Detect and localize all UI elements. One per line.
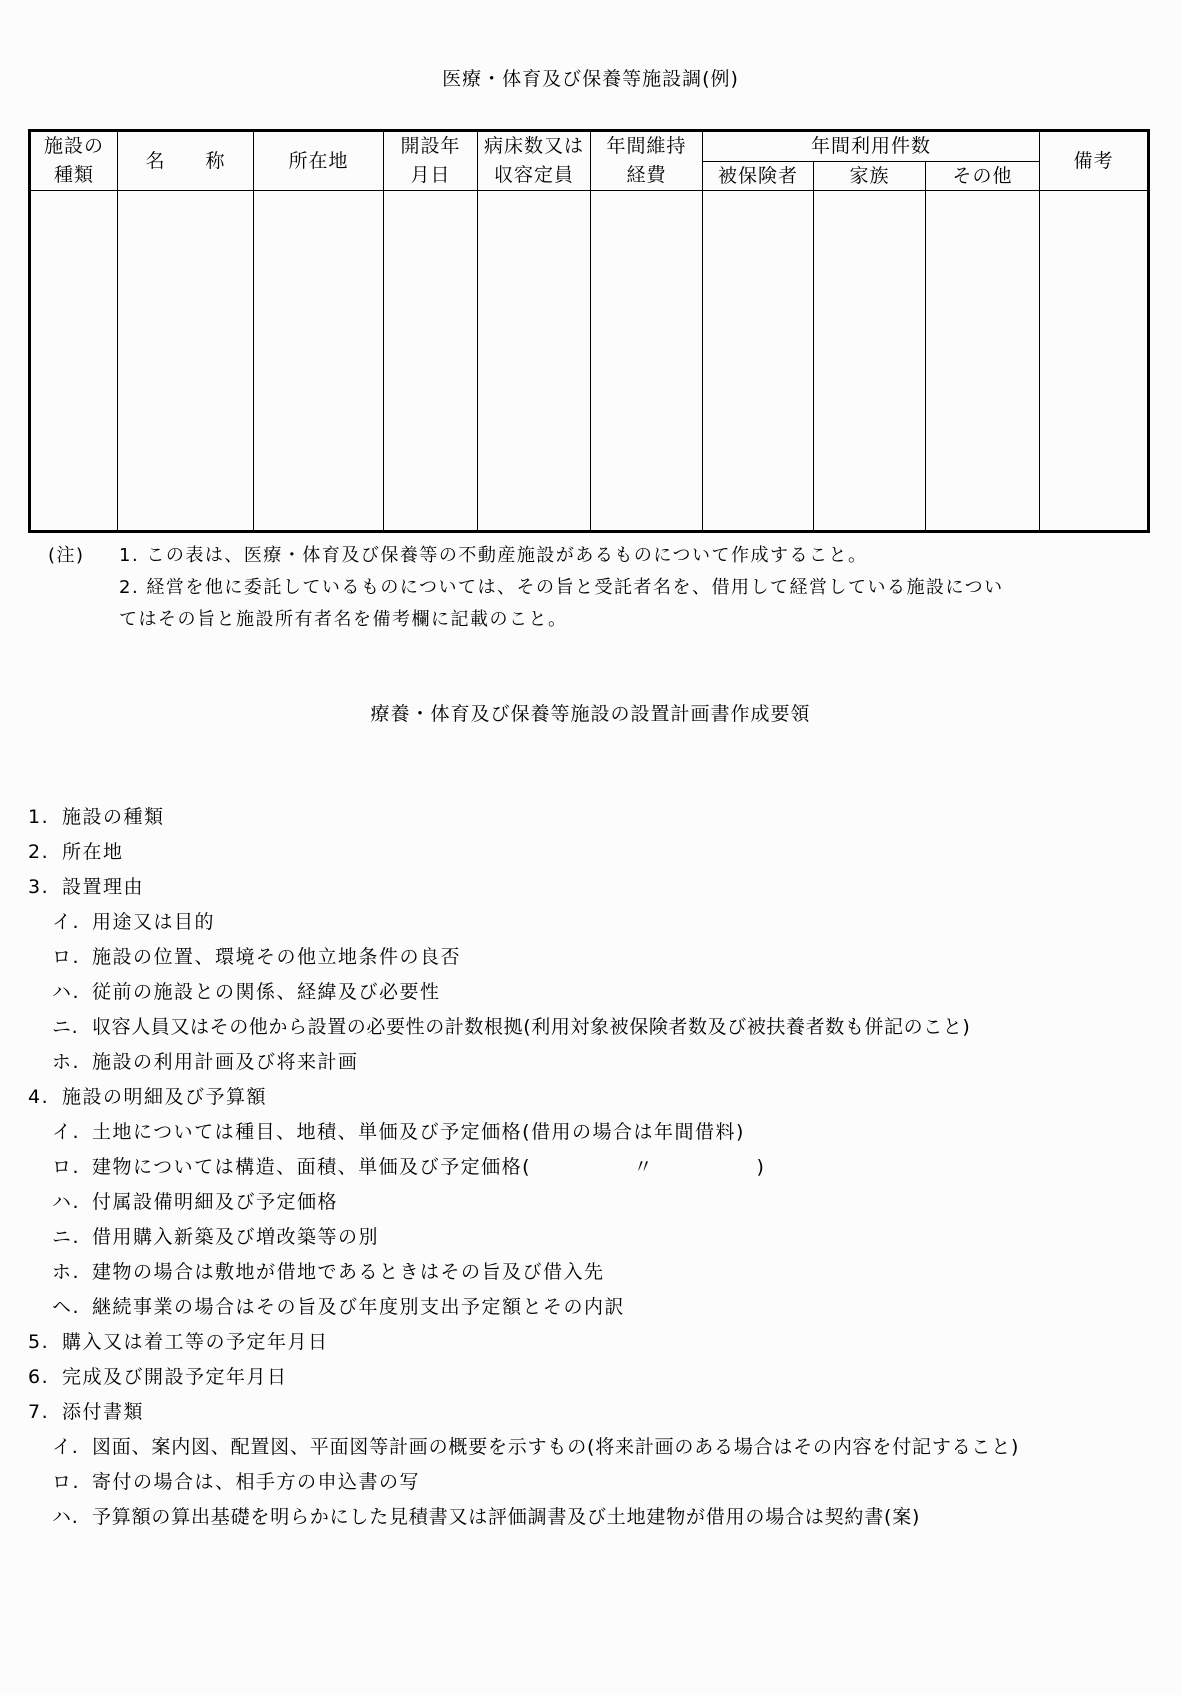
- list-subitem: [52, 1185, 338, 1220]
- item-marker: ロ.: [52, 1156, 81, 1178]
- list-item: [28, 1325, 329, 1360]
- header-remarks: 備考: [1073, 149, 1114, 172]
- list-subitem: [52, 975, 441, 1010]
- list-subitem: [52, 1255, 605, 1290]
- column-divider: [925, 161, 926, 530]
- header-text: 収容定員: [493, 164, 574, 186]
- item-marker: ロ.: [52, 1471, 81, 1493]
- item-text: 継続事業の場合はその旨及び年度別支出予定額とその内訳: [92, 1296, 626, 1318]
- column-divider: [1039, 132, 1040, 530]
- header-text: 経費: [626, 164, 667, 186]
- list-subitem: [52, 1150, 765, 1185]
- note-label: (注): [48, 545, 85, 566]
- item-marker: イ.: [52, 1121, 81, 1143]
- item-text: 借用購入新築及び増改築等の別: [92, 1226, 380, 1248]
- item-text: 用途又は目的: [92, 911, 216, 933]
- item-text: 予算額の算出基礎を明らかにした見積書又は評価調書及び土地建物が借用の場合は契約書(案): [92, 1506, 921, 1528]
- item-text: 設置理由: [62, 876, 145, 898]
- list-subitem: [52, 1500, 920, 1535]
- note-item: 2. 経営を他に委託しているものについては、その旨と受託者名を、借用して経営している施設につい: [119, 577, 1004, 598]
- header-text: 病床数又は: [483, 135, 584, 157]
- header-annual-usage: 年間利用件数: [810, 135, 931, 157]
- item-text: 添付書類: [62, 1401, 145, 1423]
- list-item: [28, 1395, 144, 1430]
- item-text: 土地については種目、地積、単価及び予定価格(借用の場合は年間借料): [92, 1121, 745, 1143]
- item-marker: 6.: [28, 1366, 50, 1388]
- header-text: 施設の: [43, 135, 104, 157]
- item-marker: ニ.: [52, 1016, 79, 1038]
- list-subitem: [52, 1290, 625, 1325]
- plan-guideline-title: 療養・体育及び保養等施設の設置計画書作成要領: [370, 703, 811, 725]
- list-subitem: [52, 940, 461, 975]
- item-text: 施設の明細及び予算額: [62, 1086, 268, 1108]
- item-text: 建物については構造、面積、単価及び予定価格( 〃 ): [92, 1156, 766, 1178]
- item-marker: 1.: [28, 806, 50, 828]
- column-divider: [477, 132, 478, 530]
- item-marker: 2.: [28, 841, 50, 863]
- item-text: 購入又は着工等の予定年月日: [62, 1331, 329, 1353]
- header-location: 所在地: [288, 149, 349, 172]
- item-marker: 3.: [28, 876, 50, 898]
- item-text: 寄付の場合は、相手方の申込書の写: [92, 1471, 421, 1493]
- item-marker: イ.: [52, 1436, 79, 1458]
- list-subitem: [52, 1465, 420, 1500]
- column-divider: [590, 132, 591, 530]
- item-marker: 7.: [28, 1401, 50, 1423]
- header-annual-maintenance: [591, 132, 702, 190]
- item-marker: 4.: [28, 1086, 50, 1108]
- item-marker: 5.: [28, 1331, 50, 1353]
- list-subitem: [52, 1045, 359, 1080]
- list-subitem: [52, 1430, 1019, 1465]
- list-subitem: [52, 1220, 379, 1255]
- item-marker: ヘ.: [52, 1296, 81, 1318]
- header-insured: 被保険者: [717, 164, 798, 187]
- list-item: [28, 835, 124, 870]
- column-divider: [117, 132, 118, 530]
- header-text: 開設年: [400, 135, 461, 157]
- header-text: 月日: [410, 164, 451, 186]
- header-text: 種類: [53, 164, 94, 186]
- note-item: てはその旨と施設所有者名を備考欄に記載のこと。: [119, 609, 568, 630]
- header-beds-capacity: [478, 132, 590, 190]
- item-marker: ロ.: [52, 946, 81, 968]
- item-marker: ハ.: [52, 1191, 81, 1213]
- column-divider: [253, 132, 254, 530]
- header-opening-date: [384, 132, 477, 190]
- header-facility-type: [31, 132, 117, 190]
- item-text: 完成及び開設予定年月日: [62, 1366, 288, 1388]
- list-item: [28, 870, 144, 905]
- note-body: [119, 540, 1004, 636]
- item-marker: イ.: [52, 911, 81, 933]
- item-text: 所在地: [62, 841, 124, 863]
- list-subitem: [52, 1010, 970, 1045]
- item-text: 施設の利用計画及び将来計画: [92, 1051, 359, 1073]
- column-divider: [383, 132, 384, 530]
- item-text: 建物の場合は敷地が借地であるときはその旨及び借入先: [92, 1261, 605, 1283]
- item-marker: ハ.: [52, 1506, 79, 1528]
- facility-survey-table: [28, 129, 1150, 533]
- header-text: 年間維持: [606, 135, 687, 157]
- list-item: [28, 800, 165, 835]
- item-text: 施設の種類: [62, 806, 165, 828]
- item-text: 収容人員又はその他から設置の必要性の計数根拠(利用対象被保険者数及び被扶養者数も併記のこと): [92, 1016, 971, 1038]
- note-item: 1. この表は、医療・体育及び保養等の不動産施設があるものについて作成すること。: [119, 545, 868, 566]
- item-marker: ニ.: [52, 1226, 81, 1248]
- column-divider: [813, 161, 814, 530]
- item-marker: ホ.: [52, 1051, 81, 1073]
- facility-survey-title: 医療・体育及び保養等施設調(例): [442, 68, 739, 90]
- item-text: 従前の施設との関係、経緯及び必要性: [92, 981, 441, 1003]
- item-marker: ホ.: [52, 1261, 81, 1283]
- list-item: [28, 1080, 267, 1115]
- item-marker: ハ.: [52, 981, 81, 1003]
- list-item: [28, 1360, 288, 1395]
- header-name: 名 称: [145, 149, 226, 172]
- item-text: 付属設備明細及び予定価格: [92, 1191, 339, 1213]
- header-other: その他: [952, 164, 1013, 187]
- item-text: 施設の位置、環境その他立地条件の良否: [92, 946, 462, 968]
- header-family: 家族: [849, 164, 890, 187]
- list-subitem: [52, 1115, 745, 1150]
- list-subitem: [52, 905, 215, 940]
- column-divider: [702, 132, 703, 530]
- item-text: 図面、案内図、配置図、平面図等計画の概要を示すもの(将来計画のある場合はその内容を付記すること): [92, 1436, 1020, 1458]
